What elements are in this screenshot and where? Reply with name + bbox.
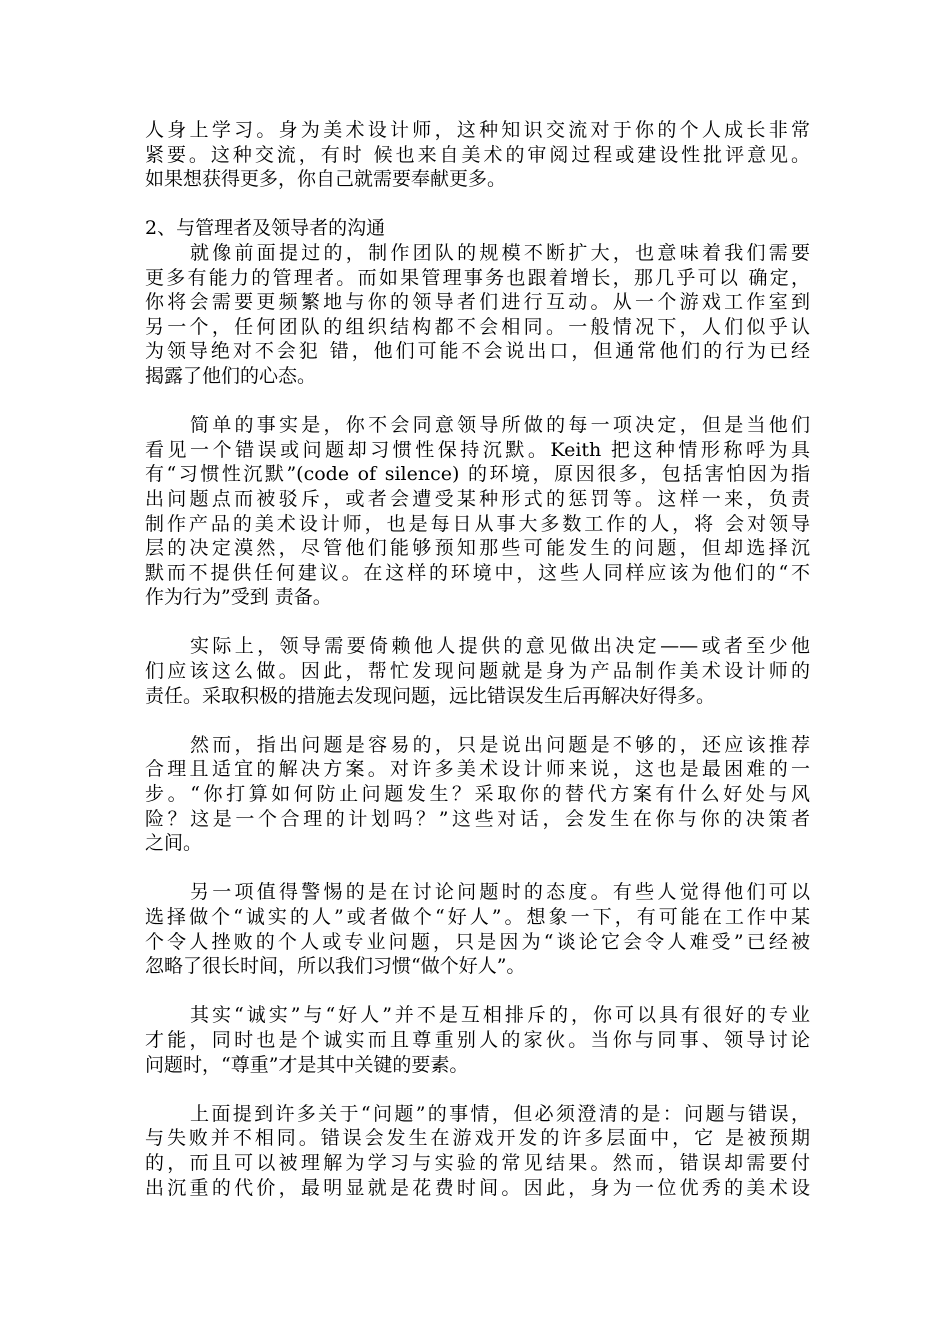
text-line: 选择做个“诚实的人”或者做个“好人”。想象一下，有可能在工作中某 <box>145 906 810 928</box>
paragraph <box>145 241 810 389</box>
text-line: 责任。采取积极的措施去发现问题，远比错误发生后再解决好得多。 <box>145 684 716 707</box>
text-line: 有“习惯性沉默”(code of silence) 的环境，原因很多，包括害怕因为指 <box>145 463 810 486</box>
paragraph <box>145 733 810 856</box>
text-line: 的，而且可以被理解为学习与实验的常见结果。然而，错误却需要付 <box>145 1151 810 1174</box>
paragraph <box>145 118 810 192</box>
text-line: 个令人挫败的个人或专业问题，只是因为“谈论它会令人难受”已经被 <box>145 930 810 953</box>
text-line: 你将会需要更频繁地与你的领导者们进行互动。从一个游戏工作室到 <box>145 291 810 314</box>
text-line: 默而不提供任何建议。在这样的环境中，这些人同样应该为他们的“不 <box>145 561 810 584</box>
text-line: 实际上，领导需要倚赖他人提供的意见做出决定——或者至少他 <box>190 635 810 658</box>
text-line: 制作产品的美术设计师，也是每日从事大多数工作的人，将 会对领导 <box>145 512 810 535</box>
text-line: 出沉重的代价，最明显就是花费时间。因此，身为一位优秀的美术设 <box>145 1176 810 1199</box>
text-line: 看见一个错误或问题却习惯性保持沉默。Keith 把这种情形称呼为具 <box>145 438 810 461</box>
text-line: 出问题点而被驳斥，或者会遭受某种形式的惩罚等。这样一来，负责 <box>145 487 810 510</box>
text-line: 之间。 <box>145 832 203 855</box>
text-line: 另一个，任何团队的组织结构都不会相同。一般情况下，人们似乎认 <box>145 315 810 338</box>
text-line: 其实“诚实”与“好人”并不是互相排斥的，你可以具有很好的专业 <box>190 1004 810 1027</box>
text-line: 另一项值得警惕的是在讨论问题时的态度。有些人觉得他们可以 <box>190 881 810 904</box>
text-line: 问题时，“尊重”才是其中关键的要素。 <box>145 1053 469 1076</box>
paragraph <box>145 1102 810 1200</box>
text-line: 上面提到许多关于“问题”的事情，但必须澄清的是：问题与错误， <box>190 1102 810 1125</box>
paragraph <box>145 634 810 708</box>
text-line: 紧要。这种交流，有时 候也来自美术的审阅过程或建设性批评意见。 <box>145 143 810 166</box>
text-line: 揭露了他们的心态。 <box>145 364 317 387</box>
paragraph <box>145 1003 810 1077</box>
text-line: 合理且适宜的解决方案。对许多美术设计师来说，这也是最困难的一 <box>145 758 810 781</box>
text-line: 险？这是一个合理的计划吗？”这些对话，会发生在你与你的决策者 <box>145 807 810 830</box>
text-line: 如果想获得更多，你自己就需要奉献更多。 <box>145 168 507 191</box>
text-line: 然而，指出问题是容易的，只是说出问题是不够的，还应该推荐 <box>190 733 810 756</box>
heading-text: 2、与管理者及领导者的沟通 <box>145 217 386 240</box>
text-line: 与失败并不相同。错误会发生在游戏开发的许多层面中，它 是被预期 <box>145 1127 810 1150</box>
paragraph <box>145 880 810 978</box>
text-line: 层的决定漠然，尽管他们能够预知那些可能发生的问题，但却选择沉 <box>145 537 810 560</box>
text-line: 就像前面提过的，制作团队的规模不断扩大，也意味着我们需要 <box>190 241 810 264</box>
section-heading <box>145 216 810 241</box>
text-line: 作为行为”受到 责备。 <box>145 586 332 609</box>
paragraph <box>145 413 810 610</box>
text-line: 更多有能力的管理者。而如果管理事务也跟着增长，那几乎可以 确定， <box>145 266 810 289</box>
document-body <box>145 118 810 1200</box>
text-line: 们应该这么做。因此，帮忙发现问题就是身为产品制作美术设计师的 <box>145 660 810 683</box>
text-line: 人身上学习。身为美术设计师，这种知识交流对于你的个人成长非常 <box>145 119 810 141</box>
text-line: 简单的事实是，你不会同意领导所做的每一项决定，但是当他们 <box>190 414 810 437</box>
text-line: 忽略了很长时间，所以我们习惯“做个好人”。 <box>145 955 526 978</box>
text-line: 才能，同时也是个诚实而且尊重别人的家伙。当你与同事、领导讨论 <box>145 1028 810 1051</box>
text-line: 步。“你打算如何防止问题发生？采取你的替代方案有什么好处与风 <box>145 783 810 806</box>
text-line: 为领导绝对不会犯 错，他们可能不会说出口，但通常他们的行为已经 <box>145 340 810 363</box>
